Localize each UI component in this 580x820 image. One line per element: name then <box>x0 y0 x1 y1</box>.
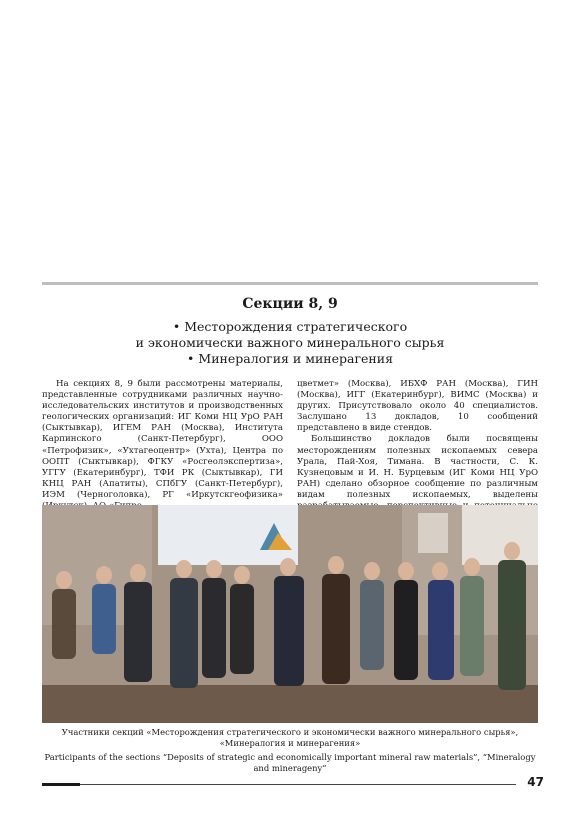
section-subtitle <box>42 319 538 367</box>
photo-caption-ru: Участники секций «Месторождения стратегического и экономически важного минерального сырья», «Минералогия и минерагения» <box>61 727 519 748</box>
text-column-left <box>42 379 283 512</box>
footer-rule-accent <box>42 783 80 786</box>
photo-caption-en: Participants of the sections “Deposits of strategic and economically important mineral raw materials”, “Mineralogy and minerageny” <box>44 752 536 773</box>
page-number: 47 <box>527 775 544 789</box>
group-photo-illustration <box>42 505 538 723</box>
body-paragraph: цветмет» (Москва), ИБХФ РАН (Москва), ГИН (Москва), ИГГ (Екатеринбург), ВИМС (Москва) и других. Присутствовало около 40 специалистов. Заслушано 13 докладов, 10 сообщений представлено в виде стендов. <box>297 379 538 434</box>
body-paragraph: На секциях 8, 9 были рассмотрены материалы, представленные сотрудниками различных научно-исследовательских институтов и производственных геологических организаций: ИГ Коми НЦ УрО РАН (Сыктывкар), ИГЕМ РАН (Москва), Института Карпинского (Санкт-Петербург), ООО «Петрофизик», «Ухтагеоцентр» (Ухта), Центра по ООПТ (Сыктывкар), ФГКУ «Росгеолэкспертиза», УГГУ (Екатеринбург), ТФИ РК (Сыктывкар), ГИ КНЦ РАН (Апатиты), СПбГУ (Санкт-Петербург), ИЭМ (Черноголовка), РГ «Иркутскгеофизика» <box>42 379 283 500</box>
body-paragraph: Большинство докладов были посвящены месторождениям полезных ископаемых севера Урала, Пай-Хоя, Тимана. В частности, С. К. Кузнецовым и И. Н. Бурцевым (ИГ Коми НЦ УрО РАН) сделано обзорное сообщение по различным видам полезных ископаемых, выделены <box>297 434 538 500</box>
group-photo <box>42 505 538 723</box>
text-column-right <box>297 379 538 523</box>
section-title: Секции 8, 9 <box>242 296 338 312</box>
section-top-rule <box>42 282 538 285</box>
subtitle-line-3: • Минералогия и минерагения <box>187 351 393 366</box>
footer-rule <box>42 784 516 785</box>
subtitle-line-2: и экономически важного минерального сырья <box>135 335 445 350</box>
subtitle-line-1: • Месторождения стратегического <box>172 319 408 334</box>
